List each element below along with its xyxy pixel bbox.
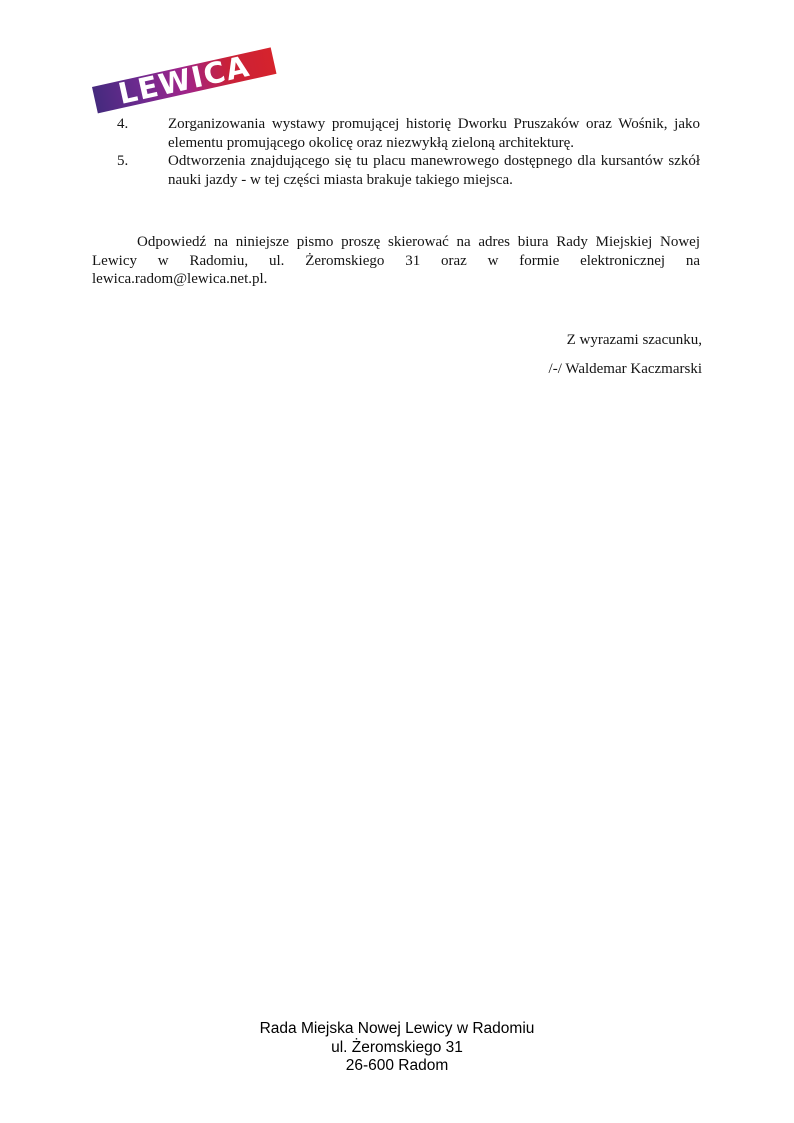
footer-line-city: 26-600 Radom — [345, 1057, 449, 1074]
list-item-text — [168, 115, 700, 152]
text-line: elementu promującego okolicę oraz niezwykłą zieloną architekturę. — [168, 134, 575, 151]
lewica-logo-text: LEWICA — [115, 48, 254, 111]
closing-block — [549, 331, 702, 378]
text-line: Odtworzenia znajdującego się tu placu manewrowego dostępnego dla kursantów szkół — [168, 153, 700, 170]
numbered-list — [92, 115, 700, 189]
text-line: Zorganizowania wystawy promującej historię Dworku Pruszaków oraz Wośnik, jako — [168, 116, 700, 132]
footer-line-organization: Rada Miejska Nowej Lewicy w Radomiu — [259, 1020, 535, 1037]
footer-line-street: ul. Żeromskiego 31 — [331, 1038, 463, 1056]
footer-address — [0, 1020, 794, 1076]
list-item-number: 4. — [117, 116, 129, 132]
list-item-text — [168, 152, 700, 189]
list-item — [92, 115, 700, 152]
closing-salutation: Z wyrazami szacunku, — [566, 332, 702, 348]
text-line: nauki jazdy - w tej części miasta brakuje takiego miejsca. — [168, 171, 513, 188]
text-line: Odpowiedź na niniejsze pismo proszę skierować na adres biura Rady Miejskiej Nowej — [137, 234, 700, 250]
lewica-logo — [92, 47, 277, 113]
text-line: lewica.radom@lewica.net.pl. — [92, 271, 268, 288]
closing-signature: /-/ Waldemar Kaczmarski — [548, 361, 702, 377]
body-paragraph — [92, 233, 700, 289]
text-line: Lewicy w Radomiu, ul. Żeromskiego 31 oraz w formie elektronicznej na — [92, 252, 700, 269]
list-item — [92, 152, 700, 189]
list-item-number: 5. — [117, 153, 129, 170]
